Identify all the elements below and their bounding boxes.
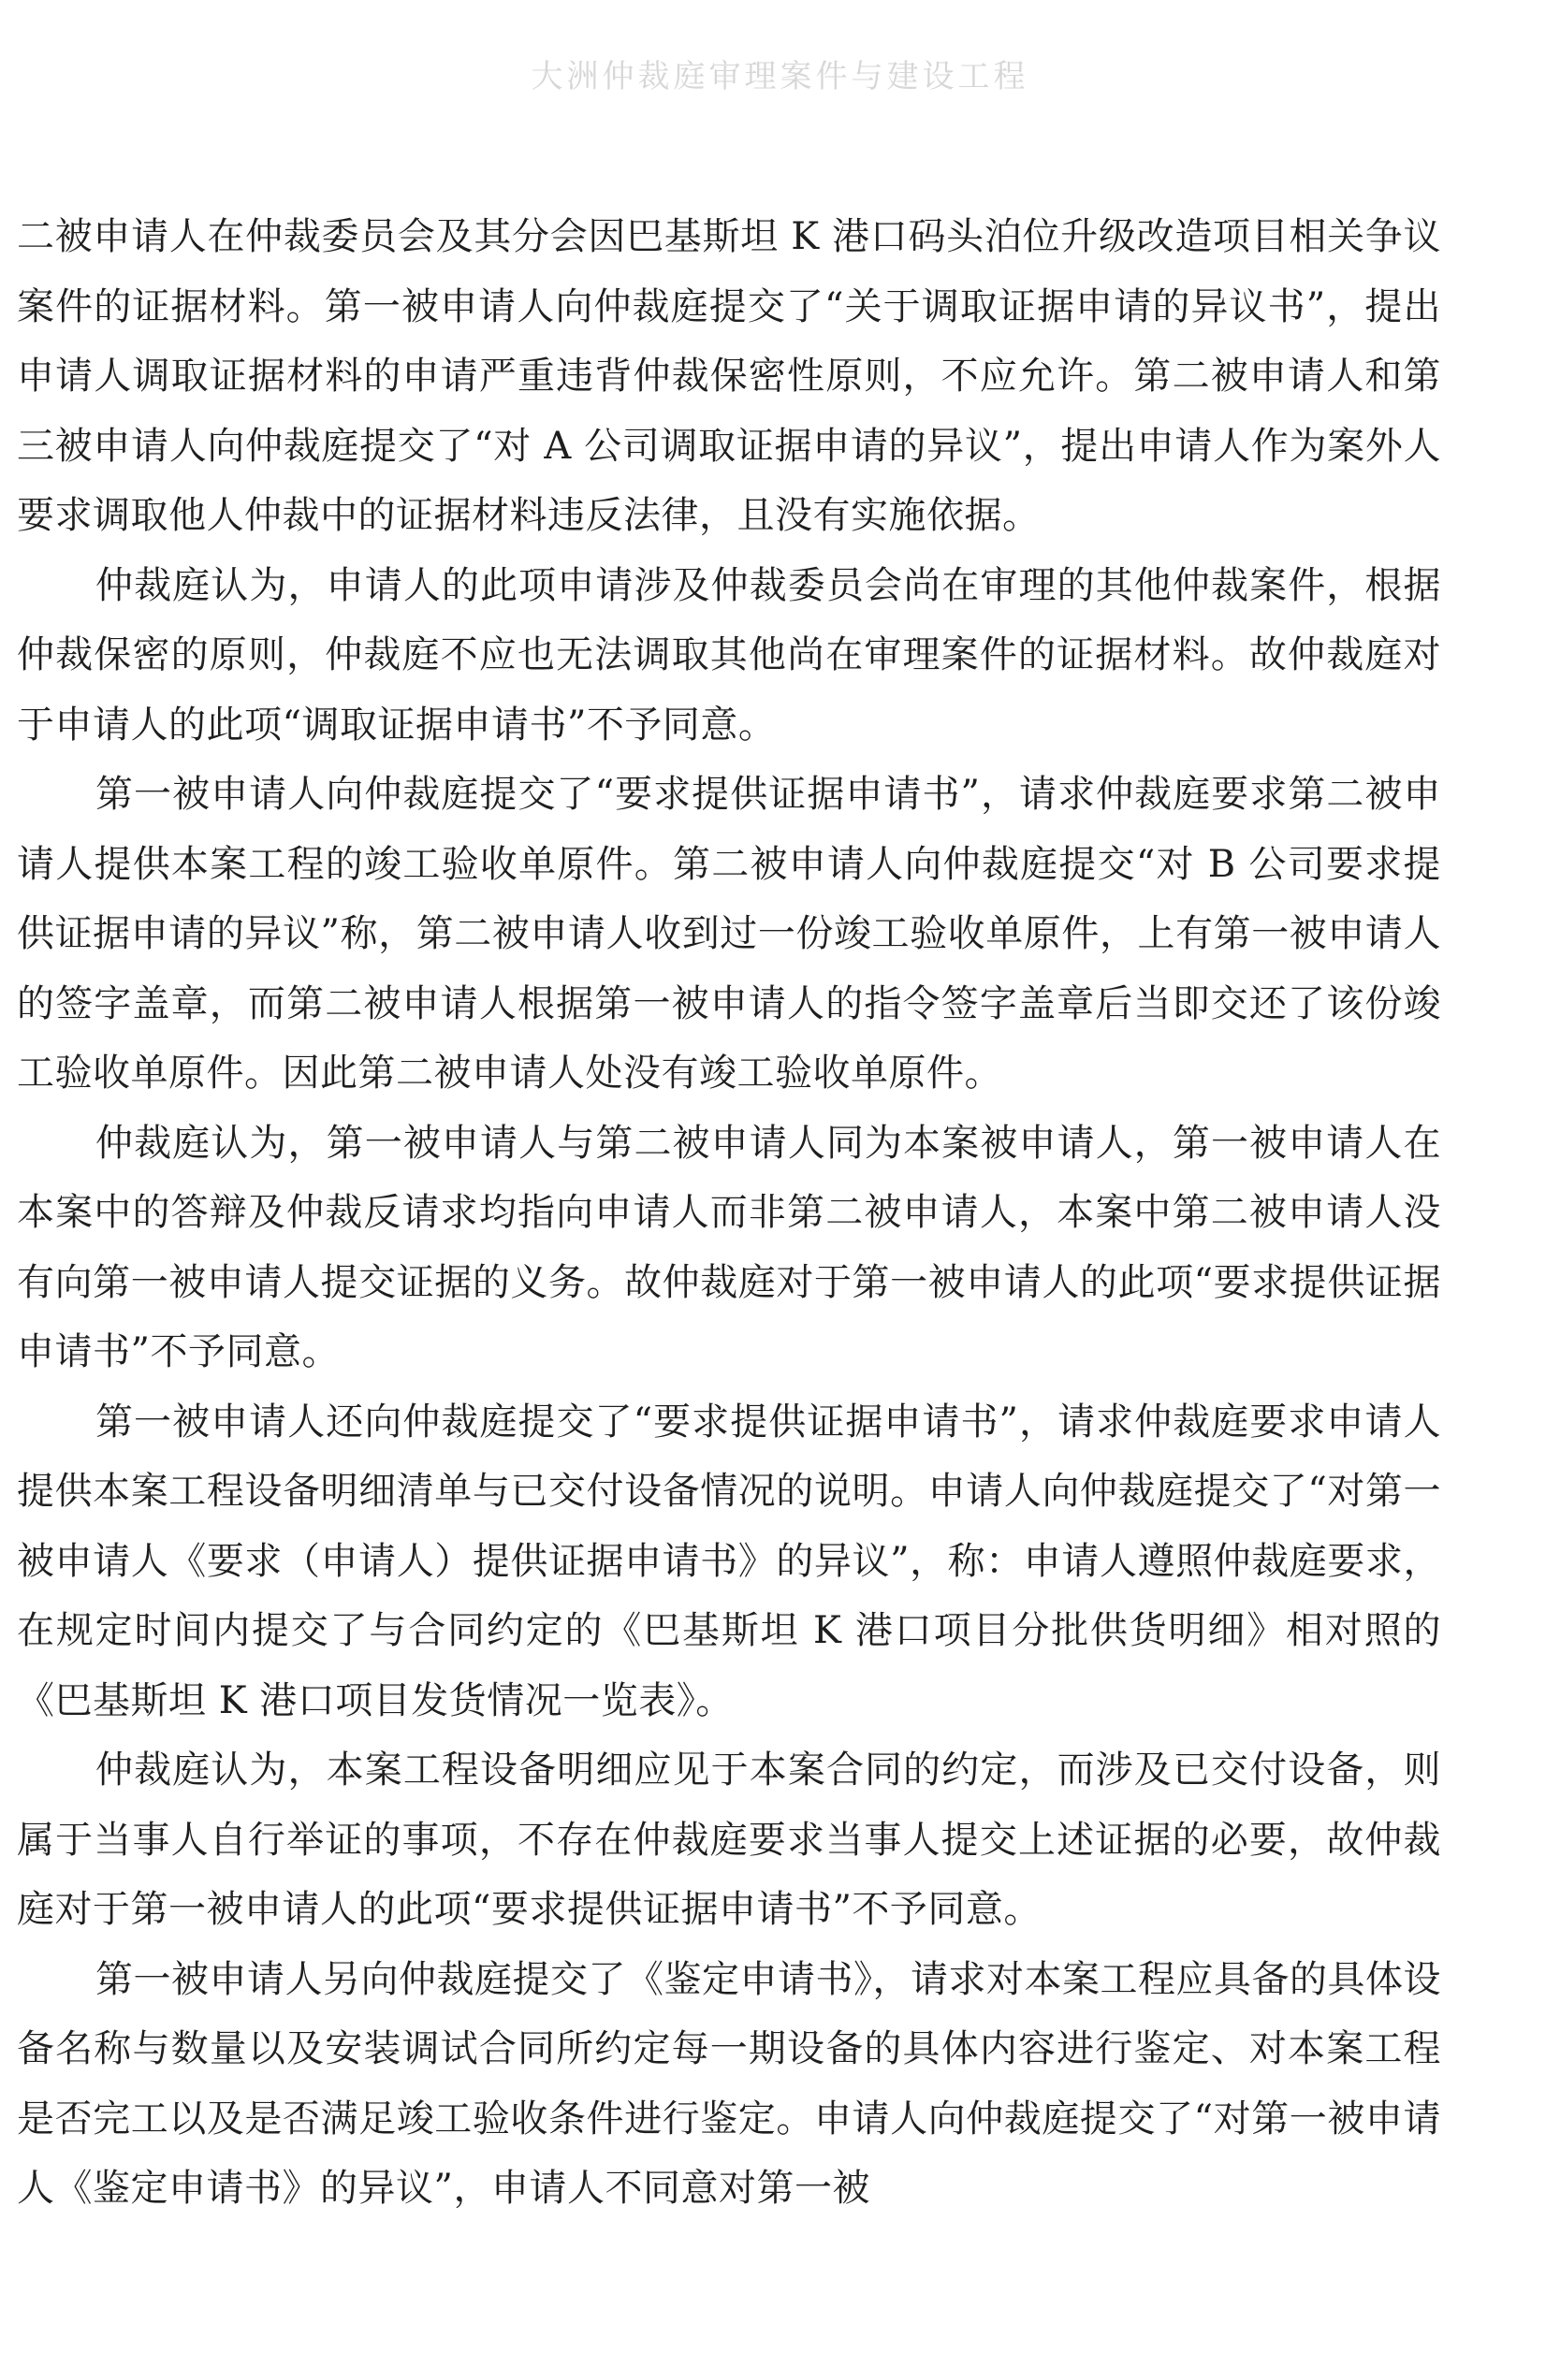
paragraph-7: 第一被申请人另向仲裁庭提交了《鉴定申请书》，请求对本案工程应具备的具体设备名称与数量以及安装调试合同所约定每一期设备的具体内容进行鉴定、对本案工程是否完工以及是否满足竣工验收条件进行鉴定。申请人向仲裁庭提交了“对第一被申请人《鉴定申请书》的异议”，申请人不同意对第一被 <box>17 1957 1441 2210</box>
paragraph-6: 仲裁庭认为，本案工程设备明细应见于本案合同的约定，而涉及已交付设备，则属于当事人自行举证的事项，不存在仲裁庭要求当事人提交上述证据的必要，故仲裁庭对于第一被申请人的此项“要求提供证据申请书”不予同意。 <box>17 1749 1441 1931</box>
document-body <box>17 202 1441 2224</box>
paragraph-3: 第一被申请人向仲裁庭提交了“要求提供证据申请书”，请求仲裁庭要求第二被申请人提供本案工程的竣工验收单原件。第二被申请人向仲裁庭提交“对 B 公司要求提供证据申请的异议”称，第二被申请人收到过一份竣工验收单原件，上有第一被申请人的签字盖章，而第二被申请人根据第一被申请人的指令签字盖章后当即交还了该份竣工验收单原件。因此第二被申请人处没有竣工验收单原件。 <box>17 773 1441 1095</box>
paragraph-4: 仲裁庭认为，第一被申请人与第二被申请人同为本案被申请人，第一被申请人在本案中的答辩及仲裁反请求均指向申请人而非第二被申请人，本案中第二被申请人没有向第一被申请人提交证据的义务。故仲裁庭对于第一被申请人的此项“要求提供证据申请书”不予同意。 <box>17 1121 1441 1373</box>
running-header: 大洲仲裁庭审理案件与建设工程 <box>531 58 1029 95</box>
paragraph-5: 第一被申请人还向仲裁庭提交了“要求提供证据申请书”，请求仲裁庭要求申请人提供本案工程设备明细清单与已交付设备情况的说明。申请人向仲裁庭提交了“对第一被申请人《要求（申请人）提供证据申请书》的异议”，称：申请人遵照仲裁庭要求，在规定时间内提交了与合同约定的《巴基斯坦 K 港口项目分批供货明细》相对照的《巴基斯坦 K 港口项目发货情况一览表》。 <box>17 1400 1441 1722</box>
paragraph-2: 仲裁庭认为，申请人的此项申请涉及仲裁委员会尚在审理的其他仲裁案件，根据仲裁保密的原则，仲裁庭不应也无法调取其他尚在审理案件的证据材料。故仲裁庭对于申请人的此项“调取证据申请书”不予同意。 <box>17 563 1441 747</box>
paragraph-1: 二被申请人在仲裁委员会及其分会因巴基斯坦 K 港口码头泊位升级改造项目相关争议案件的证据材料。第一被申请人向仲裁庭提交了“关于调取证据申请的异议书”，提出申请人调取证据材料的申请严重违背仲裁保密性原则，不应允许。第二被申请人和第三被申请人向仲裁庭提交了“对 A 公司调取证据申请的异议”，提出申请人作为案外人要求调取他人仲裁中的证据材料违反法律，且没有实施依据。 <box>17 215 1441 537</box>
